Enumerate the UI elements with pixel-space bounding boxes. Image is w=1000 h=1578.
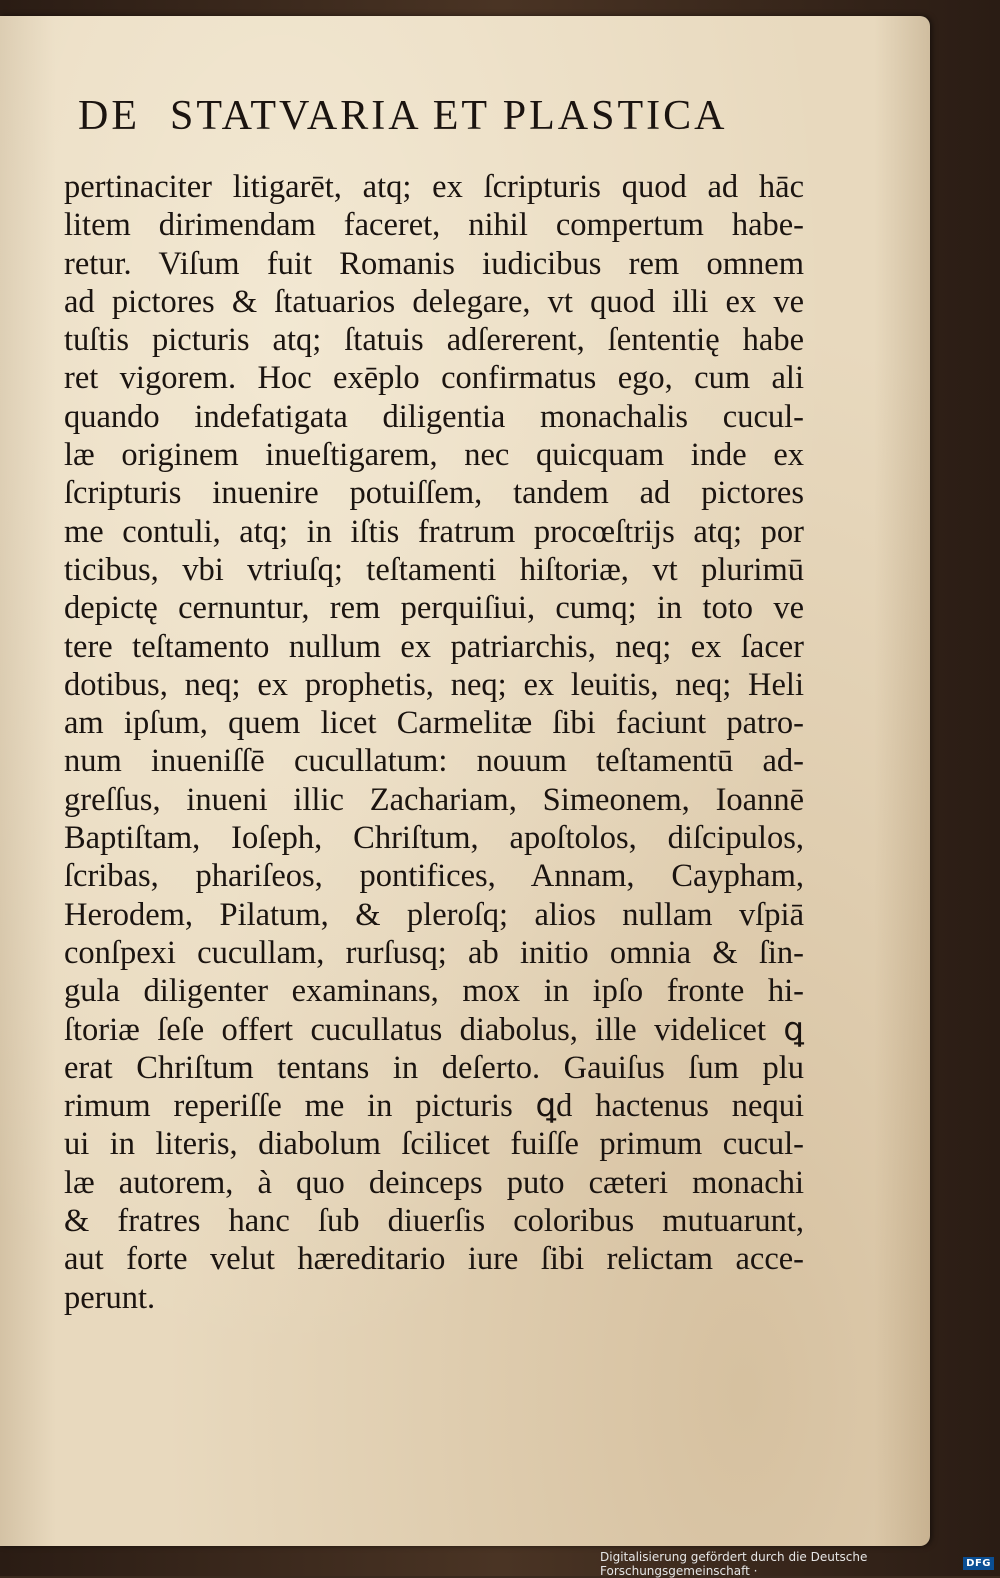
text-line: Baptiſtam, Ioſeph, Chriſtum, apoſtolos, diſcipulos, <box>64 820 804 857</box>
running-head <box>78 92 778 140</box>
text-line: tuſtis picturis atq; ſtatuis adſererent, ſententię habe <box>64 322 804 359</box>
text-line: ret vigorem. Hoc exēplo confirmatus ego, cum ali <box>64 360 804 397</box>
text-line: pertinaciter litigarēt, atq; ex ſcripturis quod ad hāc <box>64 169 804 205</box>
text-line: rimum reperiſſe me in picturis ꝗd hactenus nequi <box>64 1088 804 1125</box>
digitization-credit <box>600 1551 1000 1576</box>
text-line: num inueniſſē cucullatum: nouum teſtamentū ad- <box>64 743 804 780</box>
text-line: læ autorem, à quo deinceps puto cæteri monachi <box>64 1164 804 1201</box>
text-line: ad pictores & ſtatuarios delegare, vt quod illi ex ve <box>64 283 804 320</box>
text-line: dotibus, neq; ex prophetis, neq; ex leuitis, neq; Heli <box>64 666 804 703</box>
text-line: me contuli, atq; in iſtis fratrum procœſtrijs atq; por <box>64 513 804 550</box>
running-head-de: DE <box>78 93 140 139</box>
text-line: erat Chriſtum tentans in deſerto. Gauiſus ſum plu <box>64 1049 804 1086</box>
text-line: litem dirimendam faceret, nihil compertum habe- <box>64 207 804 244</box>
credit-text: Digitalisierung gefördert durch die Deutsche Forschungsgemeinschaft · <box>600 1549 868 1578</box>
text-line: gula diligenter examinans, mox in ipſo fronte hi- <box>64 973 804 1010</box>
dfg-logo: DFG <box>963 1557 994 1570</box>
text-line: ſcribas, phariſeos, pontifices, Annam, Caypham, <box>64 858 804 895</box>
text-line: ſcripturis inuenire potuiſſem, tandem ad pictores <box>64 475 804 512</box>
text-line: retur. Viſum fuit Romanis iudicibus rem omnem <box>64 245 804 282</box>
text-line: greſſus, inueni illic Zachariam, Simeonem, Ioannē <box>64 781 804 818</box>
body-text <box>64 168 804 1317</box>
text-line: perunt. <box>64 1279 156 1316</box>
text-line: am ipſum, quem licet Carmelitæ ſibi faciunt patro- <box>64 705 804 742</box>
book-page <box>0 16 930 1546</box>
text-line: Herodem, Pilatum, & pleroſq; alios nullam vſpiā <box>64 896 804 933</box>
text-line: depictę cernuntur, rem perquiſiui, cumq; in toto ve <box>64 590 804 627</box>
text-line: ticibus, vbi vtriuſq; teſtamenti hiſtoriæ, vt plurimū <box>64 551 804 588</box>
text-line: tere teſtamento nullum ex patriarchis, neq; ex ſacer <box>64 628 804 665</box>
running-head-title: STATVARIA ET PLASTICA <box>170 93 728 139</box>
text-line: ui in literis, diabolum ſcilicet fuiſſe primum cucul- <box>64 1126 804 1163</box>
text-line: & fratres hanc ſub diuerſis coloribus mutuarunt, <box>64 1203 804 1240</box>
text-line: ſtoriæ ſeſe offert cucullatus diabolus, ille videlicet ꝗ <box>64 1011 804 1048</box>
text-line: læ originem inueſtigarem, nec quicquam inde ex <box>64 437 804 474</box>
text-line: conſpexi cucullam, rurſusq; ab initio omnia & ſin- <box>64 934 804 971</box>
text-line: aut forte velut hæreditario iure ſibi relictam acce- <box>64 1241 804 1278</box>
text-line: quando indefatigata diligentia monachalis cucul- <box>64 398 804 435</box>
